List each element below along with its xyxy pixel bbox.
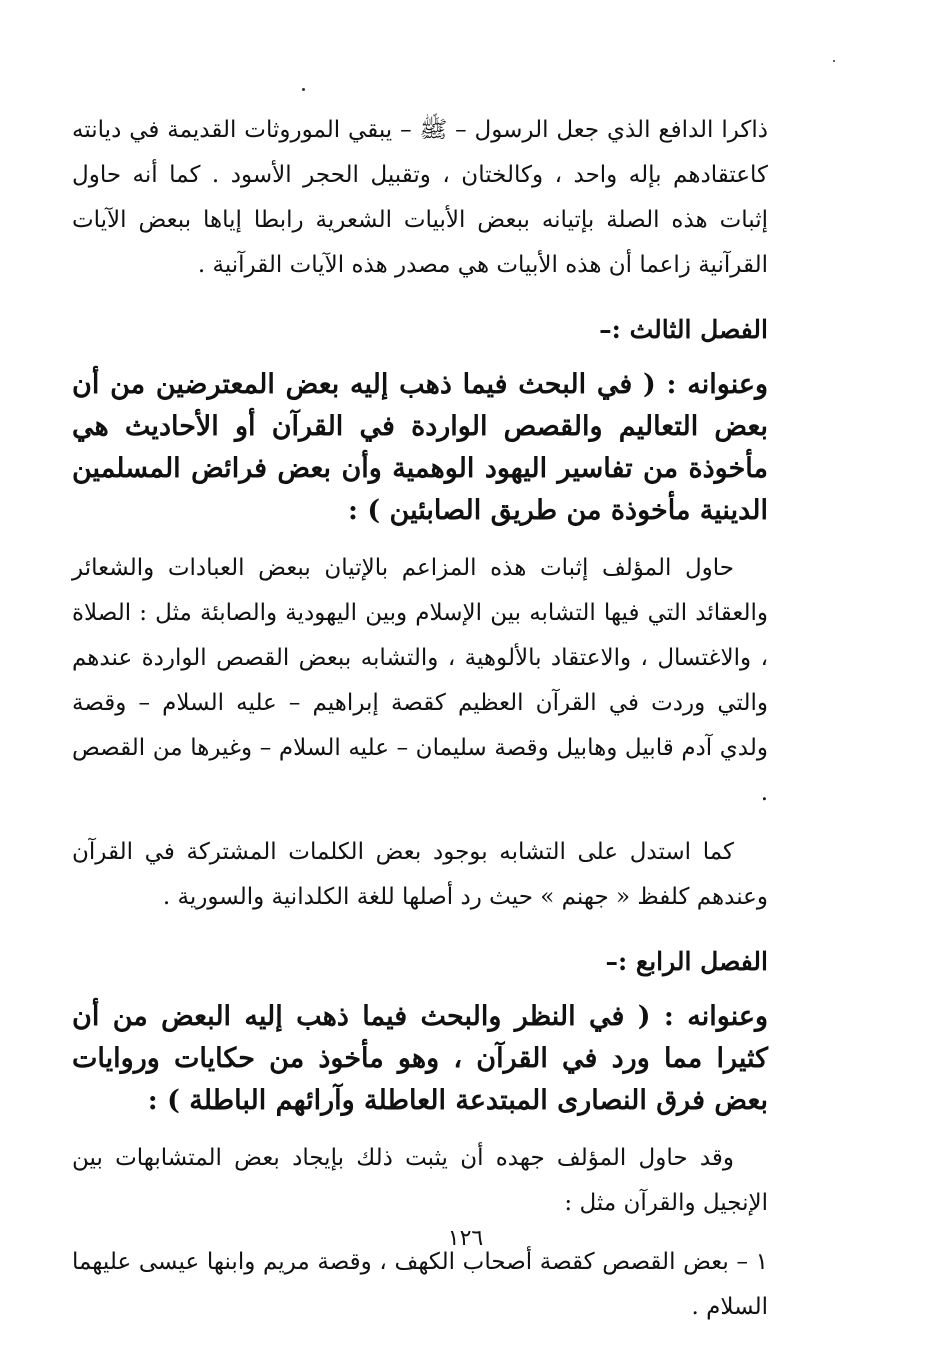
spacer bbox=[72, 982, 768, 996]
spacer bbox=[72, 532, 768, 546]
chapter4-heading: الفصل الرابع :– bbox=[605, 947, 768, 976]
chapter4-title: وعنوانه : ( في النظر والبحث فيما ذهب إليه البعض من أن كثيرا مما ورد في القرآن ، وهو مأخوذ من حكايات وروايات بعض فرق النصارى المبتدعة العاطلة وآرائهم الباطلة ) : bbox=[72, 1001, 768, 1116]
chapter3-paragraph2: كما استدل على التشابه بوجود بعض الكلمات المشتركة في القرآن وعندهم كلفظ « جهنم » حيث رد أصلها للغة الكلدانية والسورية . bbox=[72, 839, 768, 910]
stray-dot-top bbox=[302, 88, 305, 91]
spacer bbox=[72, 920, 768, 942]
stray-dot-corner bbox=[833, 60, 835, 62]
chapter4-paragraph1: وقد حاول المؤلف جهده أن يثبت ذلك بإيجاد بعض المتشابهات بين الإنجيل والقرآن مثل : bbox=[72, 1145, 768, 1216]
spacer bbox=[72, 816, 768, 830]
spacer bbox=[72, 350, 768, 364]
spacer bbox=[72, 288, 768, 310]
chapter3-title: وعنوانه : ( في البحث فيما ذهب إليه بعض المعترضين من أن بعض التعاليم والقصص الواردة في القرآن أو الأحاديث هي مأخوذة من تفاسير اليهود الوهمية وأن بعض فرائض المسلمين الدينية مأخوذة من طريق الصابئين ) : bbox=[72, 369, 768, 526]
intro-paragraph: ذاكرا الدافع الذي جعل الرسول – ﷺ – يبقي الموروثات القديمة في ديانته كاعتقادهم بإله واحد ، وكالختان ، وتقبيل الحجر الأسود . كما أنه حاول إثبات هذه الصلة بإتيانه ببعض الأبيات الشعرية رابطا إياها ببعض الآيات القرآنية زاعما أن هذه الأبيات هي مصدر هذه الآيات القرآنية . bbox=[72, 117, 768, 278]
chapter4-item1: ١ – بعض القصص كقصة أصحاب الكهف ، وقصة مريم وابنها عيسى عليهما السلام . bbox=[72, 1249, 768, 1320]
chapter3-heading: الفصل الثالث :– bbox=[599, 315, 768, 344]
page-number: ١٢٦ bbox=[447, 1226, 484, 1251]
chapter3-paragraph1: حاول المؤلف إثبات هذه المزاعم بالإتيان ببعض العبادات والشعائر والعقائد التي فيها التشابه بين الإسلام وبين اليهودية والصابئة مثل : الصلاة ، والاغتسال ، والاعتقاد بالألوهية ، والتشابه ببعض القصص الواردة عندهم والتي وردت في القرآن العظيم كقصة إبراهيم – عليه السلام – وقصة ولدي آدم قابيل وهابيل وقصة سليمان – عليه السلام – وغيرها من القصص . bbox=[72, 555, 768, 806]
page-body bbox=[72, 100, 768, 1330]
spacer bbox=[72, 1122, 768, 1136]
